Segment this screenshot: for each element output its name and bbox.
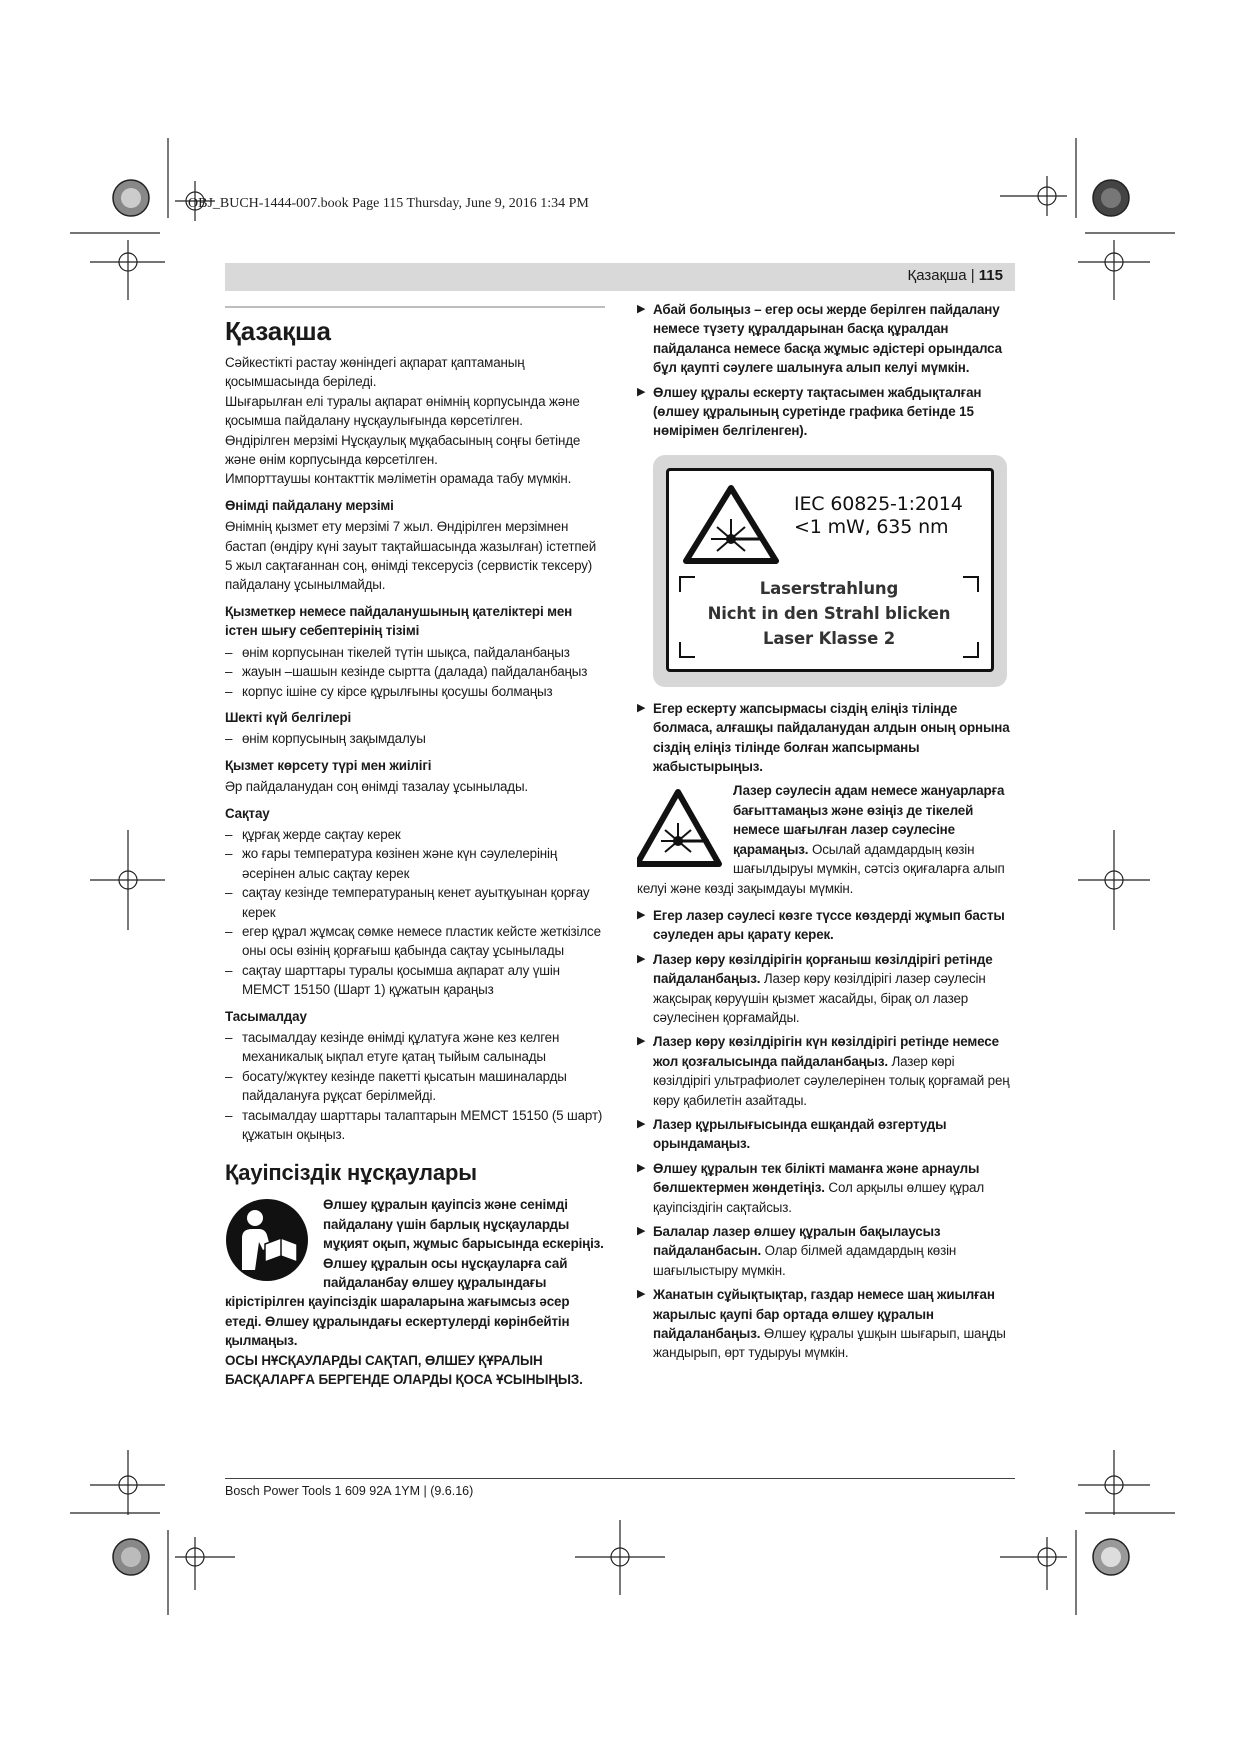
list-item-text: корпус ішіне су кірсе құрылғыны қосушы болмаңыз — [242, 683, 553, 699]
warning-text: Осылай адамдардың көзін шағылдыруы мүмкін, сәтсіз оқиғаларға алып келуі және көзді зақымдауы мүмкін. — [637, 841, 1005, 896]
bullet-bold-text: Балалар лазер өлшеу құралын бақылаусыз пайдаланбасын. — [653, 1224, 941, 1259]
bullet-arrow-icon: ▶ — [637, 908, 646, 921]
bullet-bold-text: Лазер құрылығысында ешқандай өзгертуды орындамаңыз. — [653, 1116, 947, 1152]
bullet-text: Егер ескерту жапсырмасы сіздің еліңіз тілінде болмаса, алғашқы пайдаланудан алдын оның орнына сіздің еліңіз тілінде болған жапсырманы жабыстырыңыз. — [653, 700, 1010, 775]
bullet-bold-text: Өлшеу құралын тек білікті маманға және арнаулы бөлшектермен жөндетіңіз. — [653, 1160, 980, 1196]
list-marker: – — [225, 1030, 233, 1045]
bullet-bold-text: Лазер көру көзілдірігін қорғаныш көзілдірігі ретінде пайдаланбаңыз. — [653, 951, 993, 987]
label-warn-line: Laserstrahlung — [759, 578, 899, 598]
section-title: Қазақша — [225, 316, 331, 346]
warning-bold-text: Лазер сәулесін адам немесе жануарларға бағыттамаңыз және өзіңіз де тікелей немесе шағылған лазер сәулесіне қарамаңыз. — [733, 783, 1005, 857]
footer: Bosch Power Tools 1 609 92A 1YM | (9.6.16) — [225, 1484, 474, 1498]
bullet-bold-text: Егер лазер сәулесі көзге түссе көздерді жұмып басты сәуледен ары қарату керек. — [653, 907, 1005, 943]
list-marker: – — [225, 683, 233, 699]
list-marker: – — [225, 846, 233, 862]
bullet-text: Лазер көрі көзілдірігі ультрафиолет сәулелерінен толық қорғамай рең көру қабилетін азайтады. — [653, 1053, 1010, 1108]
list-marker: – — [225, 885, 233, 901]
bullet-bold-text: Лазер көру көзілдірігін күн көзілдірігі ретінде немесе жол қозғалысында пайдаланбаңыз. — [653, 1034, 999, 1069]
list-item-text: өнім корпусының зақымдалуы — [242, 731, 426, 747]
list-item-text: егер құрал жұмсақ сөмке немесе пластик кейсте жеткізілсе оны осы өзінің қорғағыш қабында сақтау ұсынылады — [242, 923, 601, 959]
bullet-arrow-icon: ▶ — [637, 1225, 646, 1237]
bullet-text: Сол арқылы өлшеу құрал қауіпсіздігін сақтайсыз. — [653, 1180, 984, 1215]
header-section: Қазақша — [907, 267, 967, 284]
list-marker: – — [225, 644, 233, 660]
registration-target-icon — [113, 180, 1129, 1575]
list-item-text: тасымалдау шарттары талаптарын МЕМСТ 15150 (5 шарт) құжатын оқыңыз. — [242, 1107, 603, 1143]
bullet-arrow-icon: ▶ — [637, 952, 646, 965]
bullet-arrow-icon: ▶ — [637, 1035, 646, 1048]
label-standard: IEC 60825-1:2014 — [794, 492, 963, 515]
bullet-arrow-icon: ▶ — [637, 385, 646, 398]
bullet-text: Лазер көру көзілдірігі лазер сәулесін жақсырақ көруүшін қызмет жасайды, бірақ ол лазер сәулесінен қорғамайды. — [653, 971, 986, 1025]
list-item-text: тасымалдау кезінде өнімді құлатуға және кез келген механикалық ықпал етуге қатаң тыйым салынады — [242, 1030, 560, 1065]
list-item-text: сақтау шарттары туралы қосымша ақпарат алу үшін МЕМСТ 15150 (Шарт 1) құжатын қараңыз — [242, 962, 560, 998]
list-marker: – — [225, 962, 233, 978]
label-warn-line: Laser Klasse 2 — [762, 628, 896, 648]
intro-line: Өндірілген мерзімі Нұсқаулық мұқабасының соңғы бетінде және өнім корпусында көрсетілген. — [225, 432, 581, 468]
print-slug: OBJ_BUCH-1444-007.book Page 115 Thursday, June 9, 2016 1:34 PM — [188, 196, 589, 211]
life-heading: Өнімді пайдалану мерзімі — [225, 497, 394, 513]
list-marker: – — [225, 1107, 233, 1123]
label-power: <1 mW, 635 nm — [794, 515, 949, 538]
list-marker: – — [225, 664, 233, 680]
list-marker: – — [225, 731, 233, 747]
list-item-text: жо ғары температура көзінен және күн сәулелерінің әсерінен алыс сақтау керек — [242, 846, 558, 881]
bullet-text: Олар білмей адамдардың көзін шағылыстыру мүмкін. — [653, 1243, 957, 1278]
bullet-bold-text: Жанатын сұйықтықтар, газдар немесе шаң жиылған жарылыс қаупі бар ортада өлшеу құралын пайдаланбаңыз. — [653, 1287, 995, 1342]
transport-heading: Тасымалдау — [225, 1008, 307, 1024]
limits-heading: Шекті күй белгілері — [225, 709, 352, 725]
list-marker: – — [225, 923, 233, 939]
bullet-arrow-icon: ▶ — [637, 1117, 646, 1130]
list-marker: – — [225, 826, 233, 842]
errors-heading: Қызметкер немесе пайдаланушының қателіктері мен істен шығу себептерінің тізімі — [225, 603, 573, 639]
intro-line: Импорттаушы контакттік мәліметін орамада табу мүмкін. — [225, 471, 572, 487]
list-item-text: босату/жүктеу кезінде пакетті қысатын машиналарды пайдалануға рұқсат берілмейді. — [242, 1068, 567, 1104]
safety-caps: ОСЫ НҰСҚАУЛАРДЫ САҚТАП, ӨЛШЕУ ҚҰРАЛЫН БАСҚАЛАРҒА БЕРГЕНДЕ ОЛАРДЫ ҚОСА ҰСЫНЫҢЫЗ. — [225, 1352, 583, 1388]
list-item-text: құрғақ жерде сақтау керек — [242, 826, 401, 842]
bullet-text: Өлшеу құралы ұшқын шығарып, шаңды жандырып, өрт тудыруы мүмкін. — [653, 1326, 1006, 1361]
intro-line: Шығарылған елі туралы ақпарат өнімнің корпусында және қосымша пайдалану нұсқаулығында көрсетілген. — [225, 393, 580, 429]
storage-heading: Сақтау — [225, 805, 270, 821]
service-heading: Қызмет көрсету түрі мен жиілігі — [225, 757, 432, 773]
list-item-text: жауын –шашын кезінде сыртта (далада) пайдаланбаңыз — [242, 664, 588, 680]
bullet-text: Өлшеу құралы ескерту тақтасымен жабдықталған (өлшеу құралының суретінде графика бетінде 15 нөмірімен белгіленген). — [653, 384, 982, 439]
list-item-text: өнім корпусынан тікелей түтін шықса, пайдаланбаңыз — [242, 644, 570, 660]
bullet-text: Абай болыңыз – егер осы жерде берілген пайдалану немесе түзету құралдарынан басқа құралдан пайдаланса немесе басқа жұмыс әдістері орындалса бұл қаупті сәулеге шалынуға алып келуі мүмкін. — [653, 302, 1002, 376]
bullet-arrow-icon: ▶ — [637, 701, 646, 714]
life-text: Өнімнің қызмет ету мерзімі 7 жыл. Өндірілген мерзімнен бастап (өндіру күні зауыт тақтайшасында жазылған) істетпей 5 жыл сақтағаннан соң, өнімді тексерусіз (сервистік тексеру) пайдалану ұсынылмайды. — [225, 519, 597, 593]
header-separator: | — [970, 267, 975, 284]
label-warn-line: Nicht in den Strahl blicken — [707, 603, 951, 623]
service-text: Әр пайдаланудан соң өнімді тазалау ұсынылады. — [225, 779, 528, 795]
list-marker: – — [225, 1068, 233, 1084]
list-item-text: сақтау кезінде температураның кенет ауытқуынан қорғау керек — [242, 885, 590, 920]
crosshair-icon — [90, 176, 1150, 1595]
safety-heading: Қауіпсіздік нұсқаулары — [225, 1160, 477, 1186]
intro-line: Сәйкестікті растау жөніндегі ақпарат қаптаманың қосымшасында беріледі. — [225, 355, 525, 390]
bullet-arrow-icon: ▶ — [637, 303, 646, 315]
bullet-arrow-icon: ▶ — [637, 1161, 646, 1174]
bullet-arrow-icon: ▶ — [637, 1288, 646, 1301]
page-number: 115 — [978, 267, 1003, 284]
safety-text: Өлшеу құралын қауіпсіз және сенімді пайдалану үшін барлық нұсқауларды мұқият оқып, жұмыс барысында ескеріңіз. Өлшеу құралын осы нұсқауларға сай пайдаланбау өлшеу құралындағы кірістірілген қауіпсіздік шараларына жағымсыз әсер етеді. Өлшеу құралындағы ескертулерді көрінбейтін қылмаңыз. — [225, 1197, 604, 1349]
